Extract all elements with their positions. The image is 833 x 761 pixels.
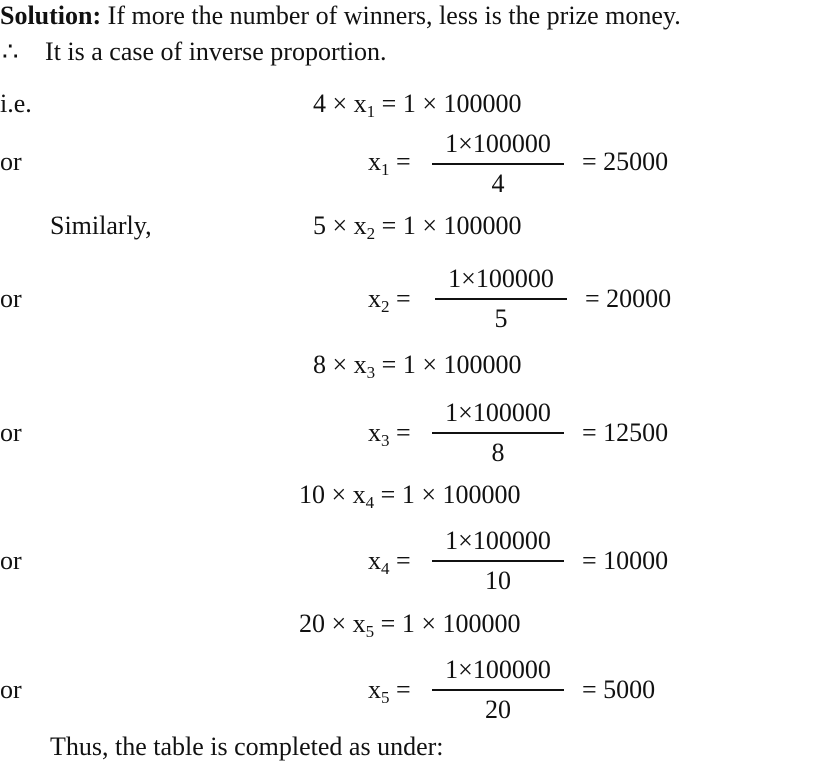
fraction-bar	[432, 560, 564, 562]
solution-text: If more the number of winners, less is the prize money.	[107, 1, 681, 30]
equation-row4-product	[299, 480, 521, 512]
subscript: 2	[381, 297, 390, 316]
fraction-row1	[432, 131, 564, 197]
coefficient: 8	[313, 350, 326, 379]
equals-sign: =	[381, 211, 397, 240]
fraction-row4	[432, 528, 564, 594]
variable: x	[368, 284, 381, 313]
coefficient: 20	[299, 609, 325, 638]
rhs-value: 1 × 100000	[402, 211, 522, 240]
result-row5: = 5000	[582, 675, 656, 704]
variable: x	[368, 147, 381, 176]
equals-sign: =	[381, 89, 397, 118]
equation-row3-lhs	[368, 418, 411, 450]
equation-row5-product	[299, 609, 521, 641]
equation-row2-lhs	[368, 284, 411, 316]
conclusion-text: Thus, the table is completed as under:	[50, 732, 444, 761]
times-sign: ×	[332, 89, 348, 118]
variable: x	[353, 89, 367, 118]
times-sign: ×	[331, 609, 347, 638]
rhs-value: 1 × 100000	[401, 609, 521, 638]
fraction-bar	[432, 163, 564, 165]
label-similarly: Similarly,	[50, 211, 152, 240]
subscript: 3	[366, 363, 376, 382]
rhs-value: 1 × 100000	[402, 350, 522, 379]
fraction-denominator: 10	[485, 566, 511, 595]
label-or-5: or	[0, 675, 22, 704]
result-row2: = 20000	[585, 284, 672, 313]
fraction-numerator: 1×100000	[445, 655, 551, 684]
coefficient: 5	[313, 211, 326, 240]
equation-row1-lhs	[368, 147, 411, 179]
label-or-2: or	[0, 284, 22, 313]
therefore-line	[2, 39, 387, 65]
equals-sign: =	[380, 609, 396, 638]
equation-row1-product	[313, 89, 522, 121]
equation-row3-product	[313, 350, 522, 382]
coefficient: 10	[299, 480, 325, 509]
therefore-symbol: ∴	[2, 37, 19, 66]
fraction-bar	[435, 298, 567, 300]
equals-sign: =	[396, 284, 411, 313]
subscript: 1	[366, 102, 376, 121]
fraction-denominator: 5	[494, 304, 508, 333]
equals-sign: =	[396, 546, 411, 575]
label-or-3: or	[0, 418, 22, 447]
variable: x	[352, 480, 366, 509]
variable: x	[353, 211, 367, 240]
variable: x	[368, 418, 381, 447]
fraction-denominator: 8	[491, 438, 505, 467]
fraction-numerator: 1×100000	[445, 129, 551, 158]
variable: x	[368, 546, 381, 575]
equals-sign: =	[396, 147, 411, 176]
fraction-numerator: 1×100000	[445, 398, 551, 427]
coefficient: 4	[313, 89, 326, 118]
equation-row5-lhs	[368, 675, 411, 707]
subscript: 5	[365, 622, 375, 641]
equals-sign: =	[396, 418, 411, 447]
variable: x	[352, 609, 366, 638]
fraction-numerator: 1×100000	[445, 526, 551, 555]
fraction-row5	[432, 657, 564, 723]
fraction-row2	[435, 266, 567, 332]
variable: x	[353, 350, 367, 379]
result-row3: = 12500	[582, 418, 669, 447]
rhs-value: 1 × 100000	[402, 89, 522, 118]
equation-row2-product	[313, 211, 522, 243]
fraction-denominator: 20	[485, 695, 511, 724]
subscript: 3	[381, 431, 390, 450]
subscript: 1	[381, 160, 390, 179]
fraction-denominator: 4	[491, 169, 505, 198]
subscript: 5	[381, 688, 390, 707]
fraction-bar	[432, 432, 564, 434]
solution-label: Solution:	[0, 1, 102, 30]
times-sign: ×	[332, 350, 348, 379]
fraction-row3	[432, 400, 564, 466]
fraction-numerator: 1×100000	[448, 264, 554, 293]
times-sign: ×	[332, 211, 348, 240]
subscript: 2	[366, 224, 376, 243]
subscript: 4	[381, 559, 390, 578]
equals-sign: =	[381, 350, 397, 379]
variable: x	[368, 675, 381, 704]
rhs-value: 1 × 100000	[401, 480, 521, 509]
label-ie: i.e.	[0, 89, 32, 118]
times-sign: ×	[331, 480, 347, 509]
solution-line	[0, 3, 681, 29]
fraction-bar	[432, 689, 564, 691]
therefore-text: It is a case of inverse proportion.	[45, 37, 387, 66]
label-or-1: or	[0, 147, 22, 176]
equation-row4-lhs	[368, 546, 411, 578]
equals-sign: =	[396, 675, 411, 704]
subscript: 4	[365, 493, 375, 512]
result-row4: = 10000	[582, 546, 669, 575]
label-or-4: or	[0, 546, 22, 575]
result-row1: = 25000	[582, 147, 669, 176]
equals-sign: =	[380, 480, 396, 509]
